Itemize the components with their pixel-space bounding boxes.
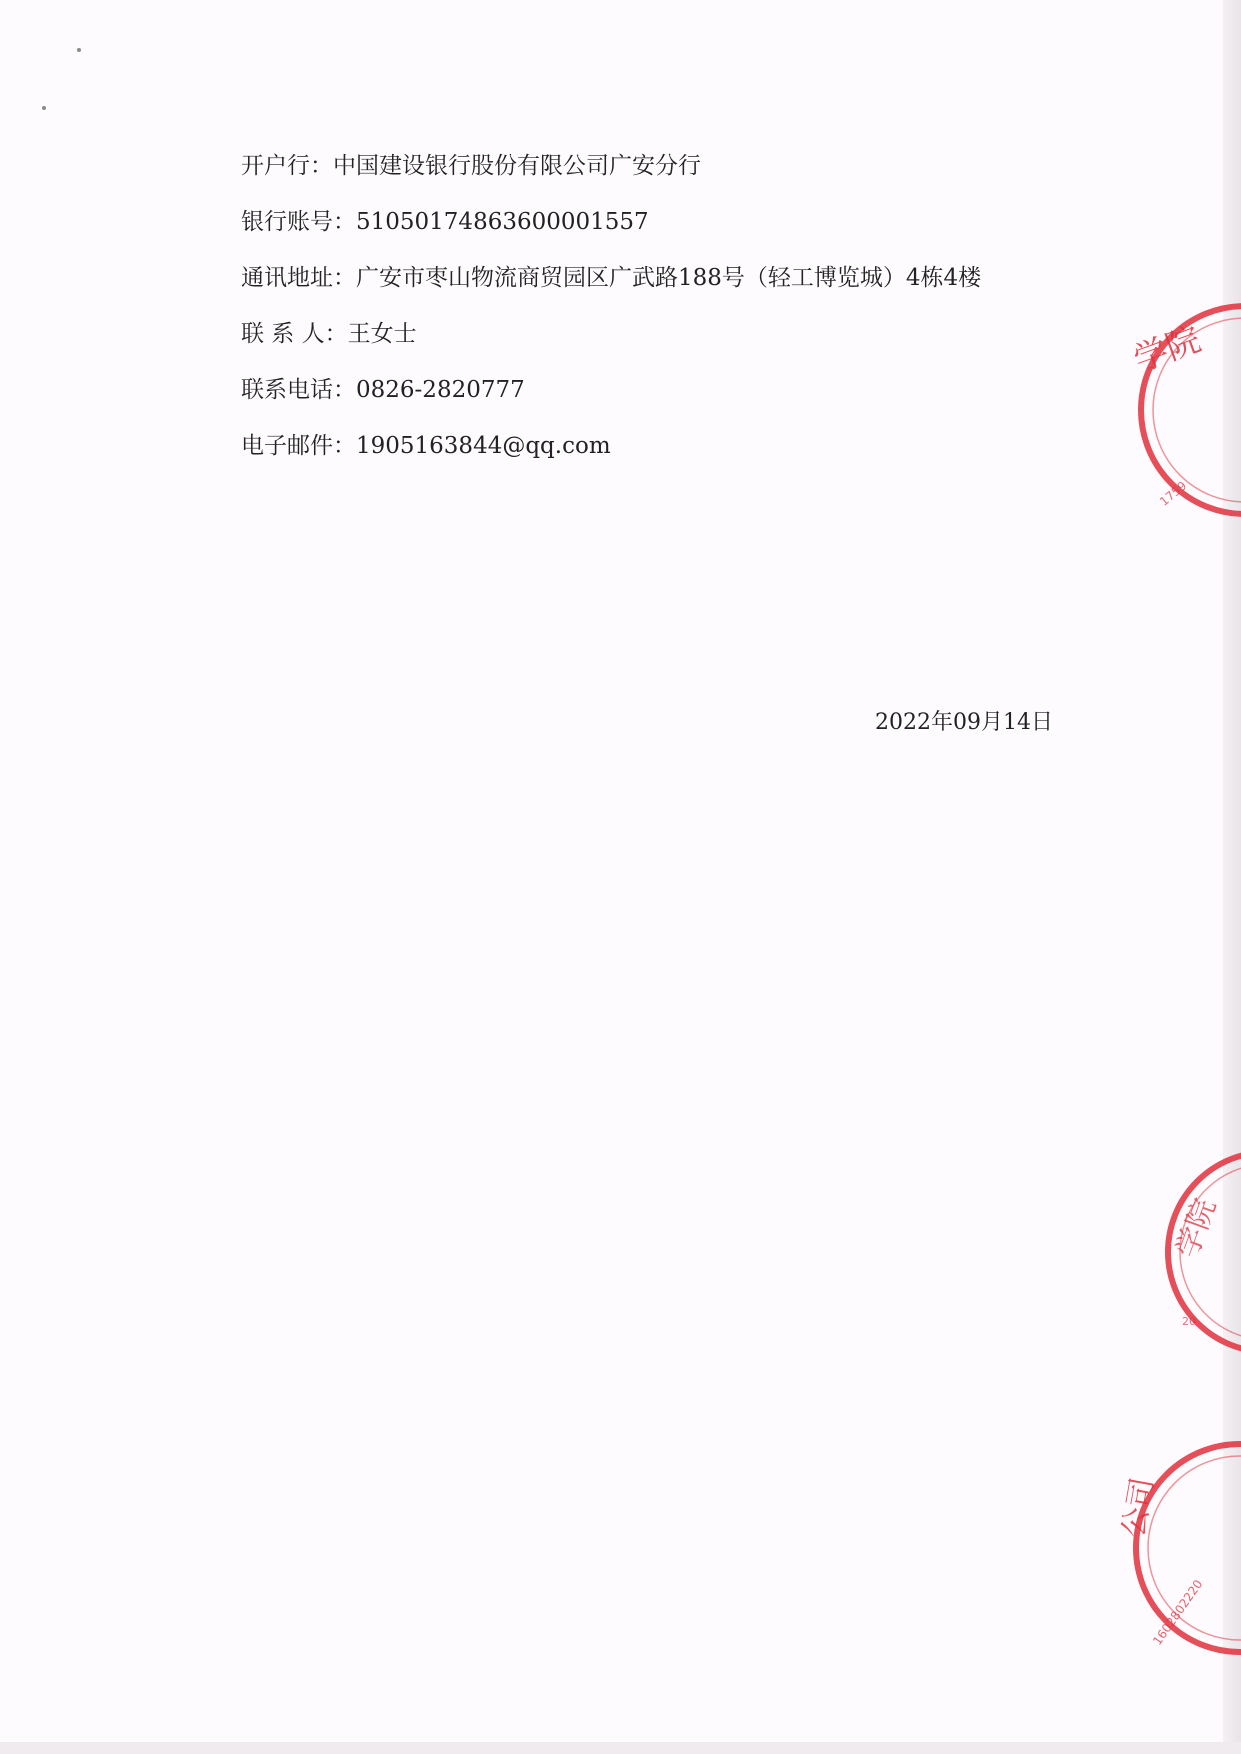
seal-stamp-icon <box>1100 1430 1241 1660</box>
phone-line <box>241 372 1071 428</box>
phone-value: 0826-2820777 <box>356 377 525 403</box>
seal-number: 20 <box>1182 1315 1196 1328</box>
partial-seal-stamp <box>1110 295 1241 525</box>
seal-text: 学院 <box>1169 1194 1224 1263</box>
address-value: 广安市枣山物流商贸园区广武路188号（轻工博览城）4栋4楼 <box>356 265 982 291</box>
partial-seal-stamp <box>1160 1145 1241 1360</box>
contact-info-block <box>241 148 1071 484</box>
address-label: 通讯地址： <box>241 265 356 291</box>
bank-name-line <box>241 148 1071 204</box>
document-date: 2022年09月14日 <box>875 710 1053 735</box>
seal-number: 1759 <box>1156 478 1190 509</box>
bank-account-label: 银行账号： <box>241 209 356 235</box>
seal-number: 1602802220 <box>1150 1577 1206 1648</box>
contact-person-value: 王女士 <box>347 321 417 347</box>
seal-stamp-icon <box>1160 1145 1241 1360</box>
scan-speck <box>77 48 81 52</box>
contact-person-label: 联 系 人： <box>241 321 348 347</box>
bank-name-value: 中国建设银行股份有限公司广安分行 <box>333 153 701 179</box>
seal-stamp-icon <box>1110 295 1241 525</box>
email-value: 1905163844@qq.com <box>356 433 611 459</box>
contact-person-line <box>241 316 1071 372</box>
email-line <box>241 428 1071 484</box>
scan-speck <box>42 106 46 110</box>
address-line <box>241 260 1071 316</box>
seal-text: 公司 <box>1116 1474 1162 1541</box>
email-label: 电子邮件： <box>241 433 356 459</box>
bank-account-line <box>241 204 1071 260</box>
partial-seal-stamp <box>1100 1430 1241 1660</box>
bank-account-value: 51050174863600001557 <box>356 209 649 235</box>
phone-label: 联系电话： <box>241 377 356 403</box>
page-bottom-shadow <box>0 1742 1241 1754</box>
seal-text: 学院 <box>1128 319 1207 381</box>
bank-name-label: 开户行： <box>241 153 333 179</box>
